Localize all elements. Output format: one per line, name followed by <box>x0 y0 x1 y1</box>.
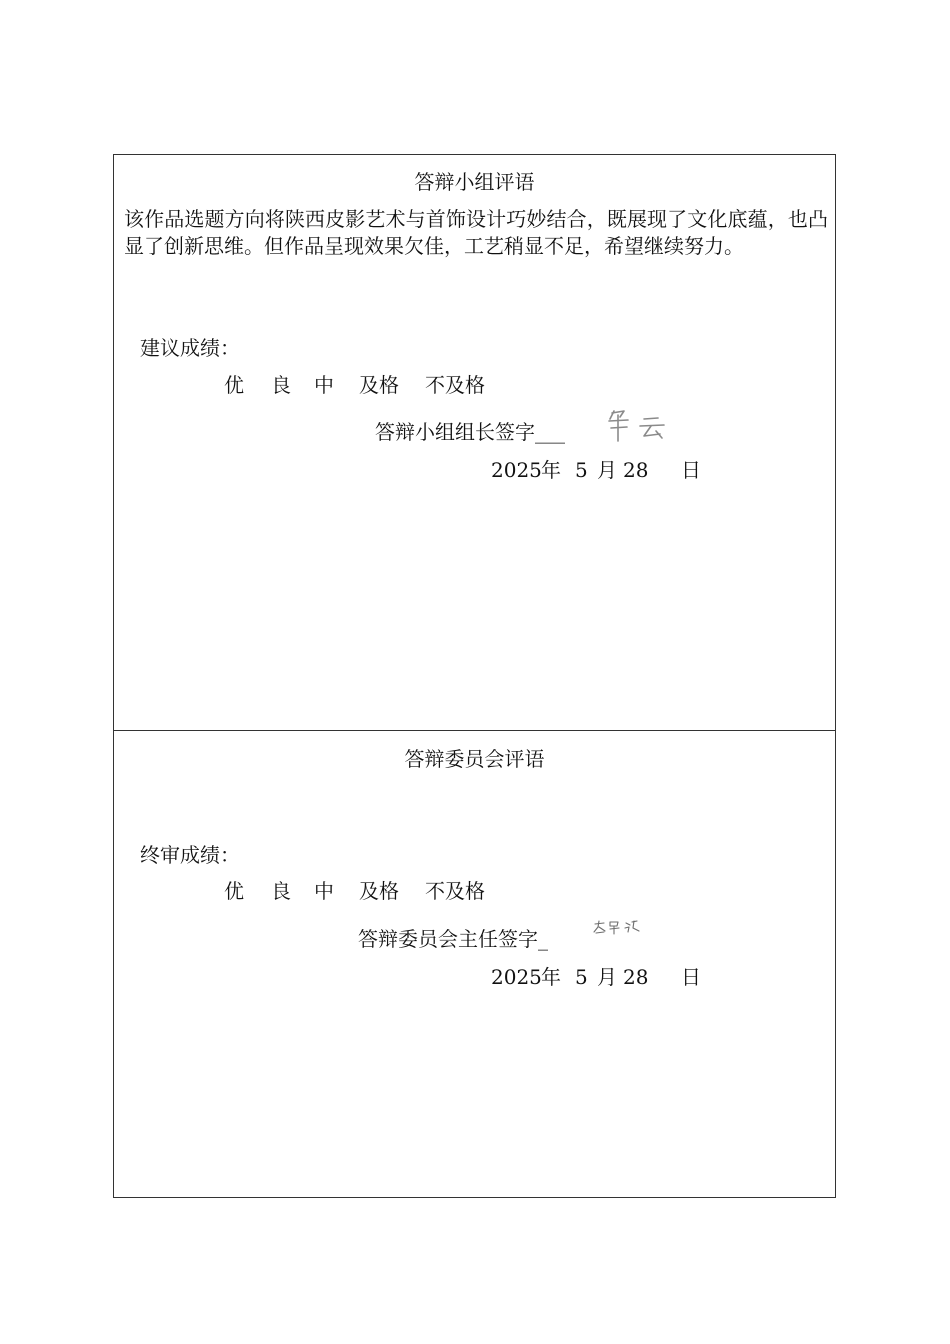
group-date-year-unit: 年 <box>541 458 561 482</box>
grade-option-fail: 不及格 <box>425 879 485 903</box>
grade-option-fail: 不及格 <box>425 373 485 397</box>
group-comment-section <box>114 155 835 731</box>
committee-chair-sign-label: 答辩委员会主任签字_ <box>358 927 548 951</box>
defense-evaluation-form <box>113 154 836 1198</box>
committee-date-month: 5 <box>575 965 588 989</box>
committee-date-month-unit: 月 <box>597 965 617 989</box>
suggested-grade-label: 建议成绩： <box>140 336 240 360</box>
final-grade-label: 终审成绩： <box>140 843 240 867</box>
group-leader-signature <box>606 403 672 451</box>
group-section-title: 答辩小组评语 <box>414 170 535 194</box>
group-date-year: 2025 <box>491 458 542 482</box>
grade-option-excellent: 优 <box>224 879 244 903</box>
group-date-day: 28 <box>623 458 649 482</box>
grade-option-pass: 及格 <box>359 879 399 903</box>
committee-date-year: 2025 <box>491 965 542 989</box>
committee-chair-signature <box>593 918 641 944</box>
committee-date-day: 28 <box>623 965 649 989</box>
grade-option-pass: 及格 <box>359 373 399 397</box>
group-date-day-unit: 日 <box>681 458 701 482</box>
group-date-month-unit: 月 <box>597 458 617 482</box>
group-leader-sign-label: 答辩小组组长签字___ <box>375 420 565 444</box>
committee-date-year-unit: 年 <box>541 965 561 989</box>
grade-option-good: 良 <box>271 373 291 397</box>
committee-comment-section <box>114 731 835 1197</box>
committee-date-day-unit: 日 <box>681 965 701 989</box>
grade-option-excellent: 优 <box>224 373 244 397</box>
grade-option-good: 良 <box>271 879 291 903</box>
grade-option-medium: 中 <box>314 373 334 397</box>
group-comment-text: 该作品选题方向将陕西皮影艺术与首饰设计巧妙结合，既展现了文化底蕴，也凸显了创新思维。但作品呈现效果欠佳，工艺稍显不足，希望继续努力。 <box>124 207 828 258</box>
group-date-month: 5 <box>575 458 588 482</box>
grade-option-medium: 中 <box>314 879 334 903</box>
committee-section-title: 答辩委员会评语 <box>404 747 545 771</box>
